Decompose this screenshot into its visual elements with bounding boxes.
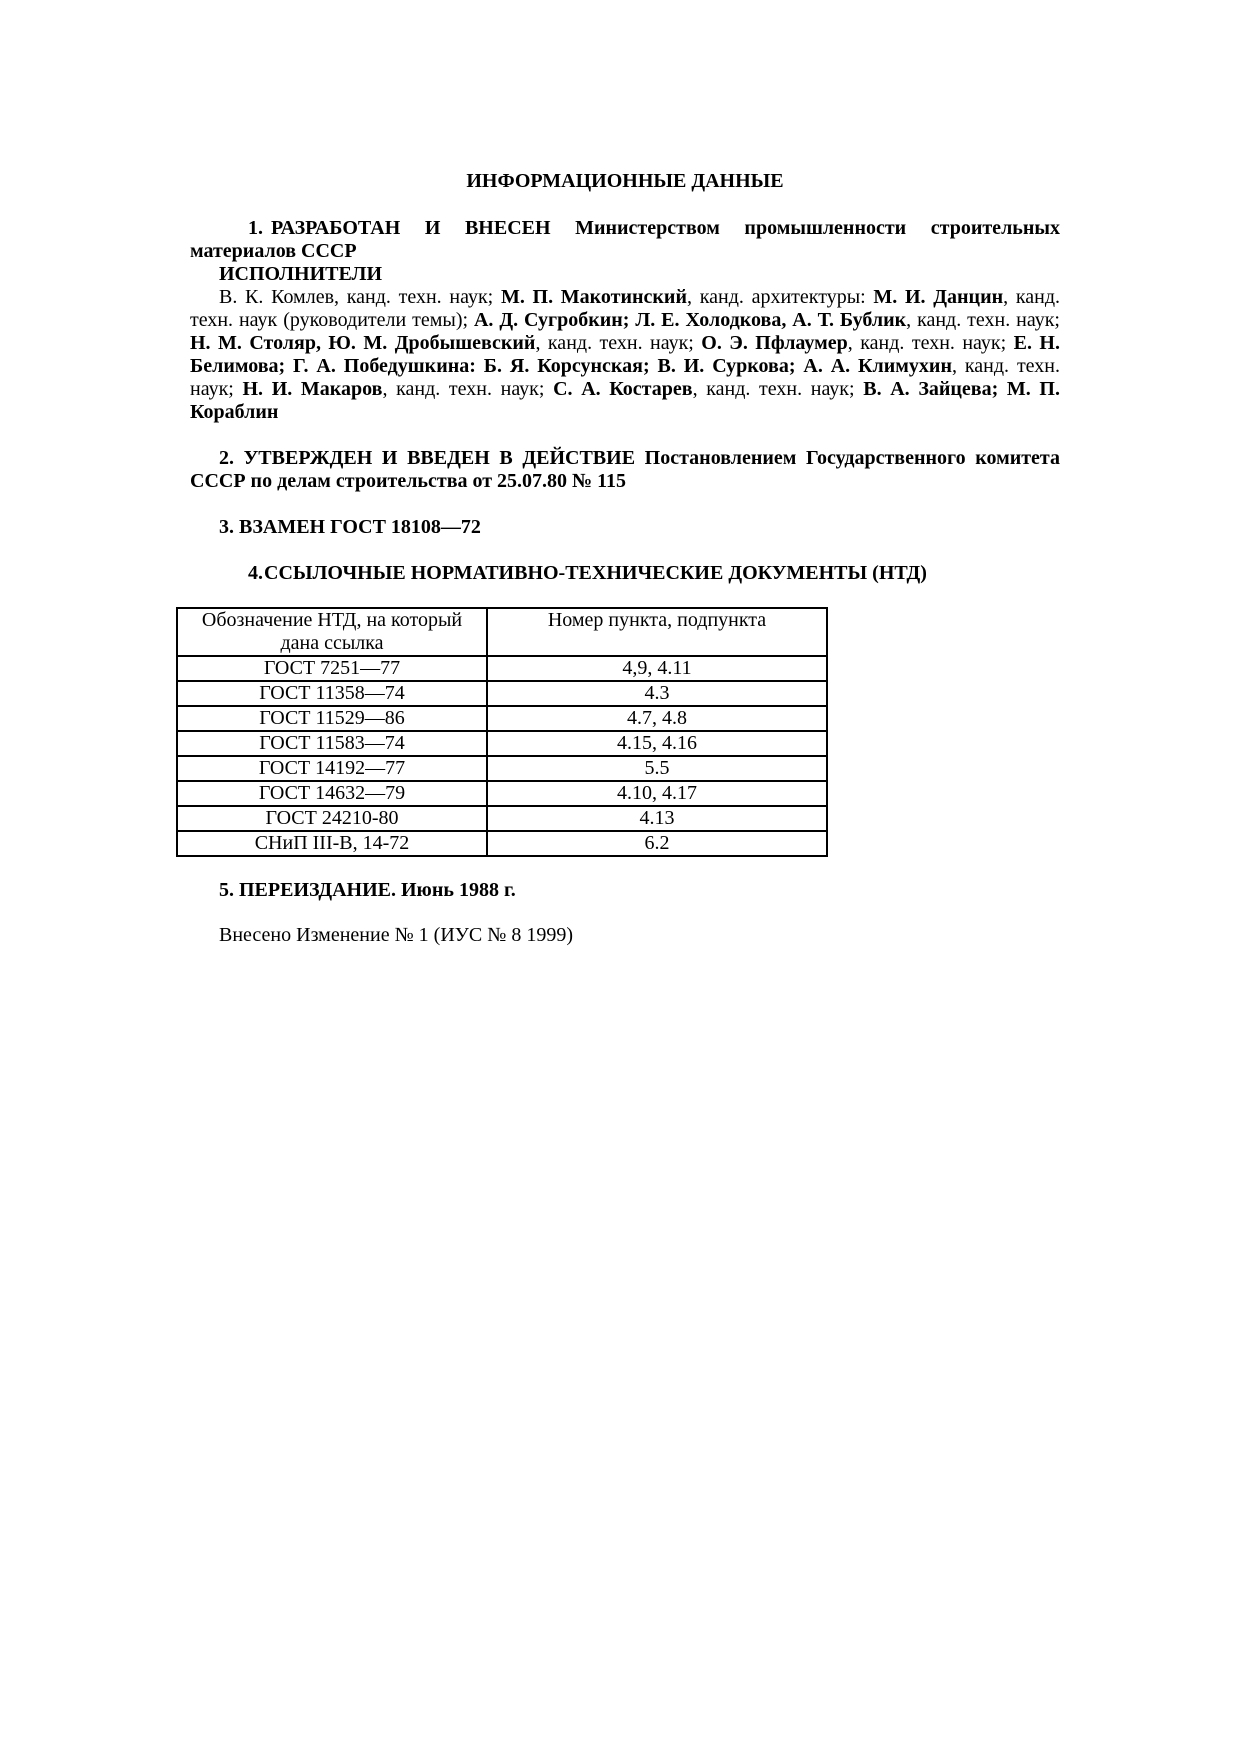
table-cell-document: СНиП III-В, 14-72 bbox=[177, 831, 487, 856]
section-1-text: РАЗРАБОТАН И ВНЕСЕН Министерством промышленности строительных материалов СССР bbox=[190, 217, 1060, 262]
table-row bbox=[177, 656, 827, 681]
table-cell-clause: 4,9, 4.11 bbox=[487, 656, 827, 681]
section-1-developed bbox=[190, 217, 1060, 263]
executor-text: , канд. техн. наук; bbox=[906, 309, 1060, 331]
table-cell-document: ГОСТ 24210-80 bbox=[177, 806, 487, 831]
executor-text: , канд. архитектуры: bbox=[686, 286, 874, 308]
executor-text: , канд. техн. наук; bbox=[847, 332, 1014, 354]
section-3-replaces: 3. ВЗАМЕН ГОСТ 18108—72 bbox=[219, 516, 481, 538]
table-header-cell: Номер пункта, подпункта bbox=[487, 608, 827, 656]
executor-name: О. Э. Пфлаумер bbox=[701, 332, 848, 354]
table-cell-clause: 4.7, 4.8 bbox=[487, 706, 827, 731]
executor-text: , канд. техн. наук; bbox=[692, 378, 864, 400]
executor-text: , канд. техн. наук; bbox=[535, 332, 702, 354]
table-cell-clause: 4.13 bbox=[487, 806, 827, 831]
table-cell-clause: 4.3 bbox=[487, 681, 827, 706]
table-row bbox=[177, 831, 827, 856]
table-cell-clause: 6.2 bbox=[487, 831, 827, 856]
executor-name: М. П. Макотинский bbox=[500, 286, 687, 308]
executor-name: В. А. Зайцева; М. П. Кораблин bbox=[190, 378, 1060, 423]
table-cell-document: ГОСТ 14632—79 bbox=[177, 781, 487, 806]
table-cell-document: ГОСТ 11529—86 bbox=[177, 706, 487, 731]
amendment-note: Внесено Изменение № 1 (ИУС № 8 1999) bbox=[219, 924, 574, 946]
section-5-reissue: 5. ПЕРЕИЗДАНИЕ. Июнь 1988 г. bbox=[219, 879, 516, 901]
table-cell-document: ГОСТ 11583—74 bbox=[177, 731, 487, 756]
executor-text: , канд. техн. наук (руководители темы); bbox=[190, 286, 1061, 331]
table-row bbox=[177, 756, 827, 781]
table-row bbox=[177, 806, 827, 831]
executor-name: М. И. Данцин bbox=[873, 286, 1004, 308]
executor-text: В. К. Комлев, канд. техн. наук; bbox=[219, 286, 501, 308]
table-header-row bbox=[177, 608, 827, 656]
document-title: ИНФОРМАЦИОННЫЕ ДАННЫЕ bbox=[466, 170, 784, 192]
table-row bbox=[177, 706, 827, 731]
section-4-text: ССЫЛОЧНЫЕ НОРМАТИВНО-ТЕХНИЧЕСКИЕ ДОКУМЕНТЫ (НТД) bbox=[264, 562, 927, 584]
table-cell-document: ГОСТ 14192—77 bbox=[177, 756, 487, 781]
reference-documents-table bbox=[176, 607, 828, 857]
section-1-number: 1. bbox=[248, 217, 263, 239]
document-page bbox=[190, 170, 1060, 947]
section-4-number: 4. bbox=[248, 562, 263, 584]
table-cell-clause: 5.5 bbox=[487, 756, 827, 781]
executors-list bbox=[190, 286, 1060, 424]
table-row bbox=[177, 731, 827, 756]
executor-text: , канд. техн. наук; bbox=[190, 355, 1061, 400]
table-cell-clause: 4.15, 4.16 bbox=[487, 731, 827, 756]
table-row bbox=[177, 681, 827, 706]
table-cell-clause: 4.10, 4.17 bbox=[487, 781, 827, 806]
executor-name: Н. М. Столяр, Ю. М. Дробышевский bbox=[190, 332, 536, 354]
executor-name: Е. Н. Белимова; Г. А. Победушкина: Б. Я. Корсунская; В. И. Суркова; А. А. Климухин bbox=[190, 332, 1060, 377]
section-4-references bbox=[190, 562, 1060, 585]
table-header-cell: Обозначение НТД, на который дана ссылка bbox=[177, 608, 487, 656]
executor-name: Н. И. Макаров bbox=[242, 378, 383, 400]
executor-name: А. Д. Сугробкин; Л. Е. Холодкова, А. Т. Бублик bbox=[473, 309, 907, 331]
executor-text: , канд. техн. наук; bbox=[382, 378, 554, 400]
executors-heading: ИСПОЛНИТЕЛИ bbox=[219, 263, 383, 285]
section-2-approved: 2. УТВЕРЖДЕН И ВВЕДЕН В ДЕЙСТВИЕ Постановлением Государственного комитета СССР по делам строительства от 25.07.80 № 115 bbox=[190, 447, 1060, 492]
table-cell-document: ГОСТ 11358—74 bbox=[177, 681, 487, 706]
executor-name: С. А. Костарев bbox=[553, 378, 693, 400]
table-cell-document: ГОСТ 7251—77 bbox=[177, 656, 487, 681]
table-row bbox=[177, 781, 827, 806]
